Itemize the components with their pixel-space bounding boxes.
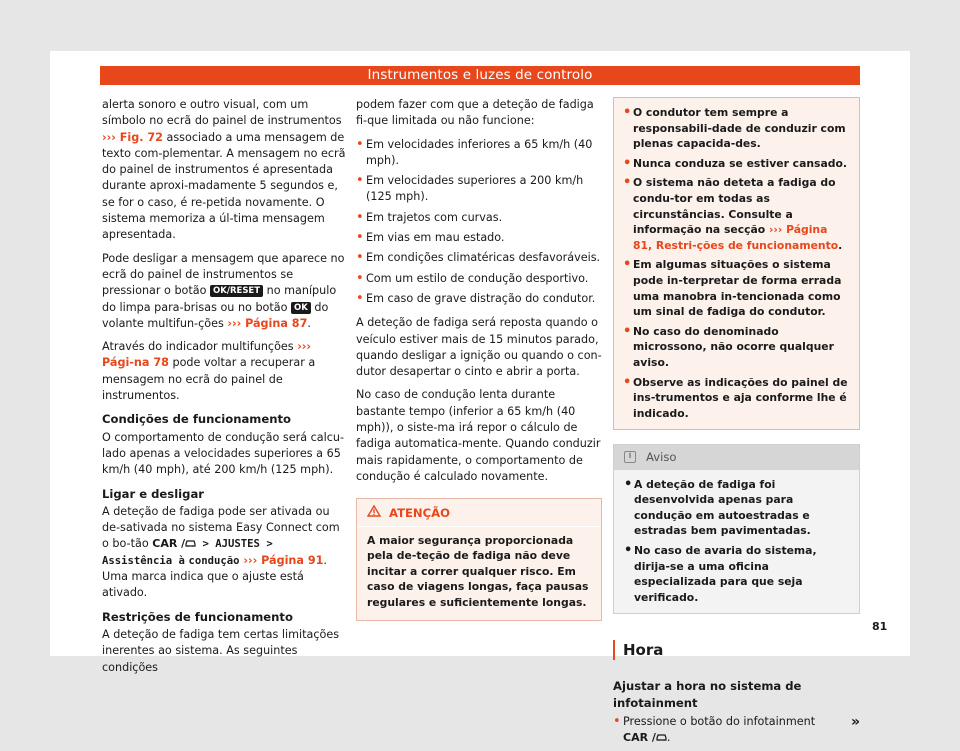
car-outline-icon [656, 731, 667, 744]
list-item: • Em velocidades inferiores a 65 km/h (40 mph). [356, 137, 602, 170]
aviso-header [614, 445, 859, 469]
list-item: • O sistema não deteta a fadiga do condu-tor em todas as circunstâncias. Consulte a informação na secção ››› Página 81, Restri-ções de funcionamento. [623, 175, 850, 253]
car-icon: CAR / [152, 537, 186, 551]
warning-box [356, 498, 602, 620]
figure-link[interactable]: ››› Fig. 72 [102, 130, 163, 144]
aviso-box [613, 444, 860, 614]
warning-header [357, 499, 601, 526]
column-right [613, 97, 860, 751]
page-link[interactable]: ››› Página 87 [227, 316, 308, 330]
list-item: • Em velocidades superiores a 200 km/h (125 mph). [356, 173, 602, 206]
step-item: • Pressione o botão do infotainment CAR / . » [613, 714, 860, 747]
continue-chevron-icon: » [850, 713, 860, 730]
page-number: 81 [872, 620, 888, 633]
paragraph-recover: Através do indicador multifunções ››› Pági-na 78 pode voltar a recuperar a mensagem no ecrã do painel de instrumentos. [102, 340, 316, 403]
warning-text: A maior segurança proporcionada pela de-teção de fadiga não deve incitar a correr qualquer risco. Em caso de viagens longas, faça pausas regulares e suficientemente longas. [367, 533, 589, 609]
menu-path: > AJUSTES > Assistência à [102, 538, 273, 567]
list-item: • O condutor tem sempre a responsabili-dade de conduzir com plenas capacida-des. [623, 105, 850, 152]
warning-box-continued [613, 97, 860, 430]
paragraph-dismiss: Pode desligar a mensagem que aparece no ecrã do painel de instrumentos se pressionar o botão OK/RESET no manípulo do limpa para-brisas ou no botão OK do volante multifun-ções ››› Página 87. [102, 251, 345, 330]
page-link[interactable]: ››› Página 81, Restri-ções de funcionamento [633, 223, 839, 252]
paragraph-reset: A deteção de fadiga será reposta quando o veículo estiver mais de 15 minutos parado, quando desligar a ignição ou quando o con-dutor desapertar o cinto e abrir a porta. [356, 316, 602, 379]
list-item: • No caso de avaria do sistema, dirija-se a uma oficina especializada para que seja verificado. [624, 543, 849, 605]
paragraph-limits-intro: podem fazer com que a deteção de fadiga fi-que limitada ou não funcione: [356, 98, 594, 128]
aviso-title: Aviso [646, 450, 677, 465]
heading-toggle: Ligar e desligar [102, 486, 204, 501]
list-item: • Em condições climatéricas desfavoráveis. [356, 250, 602, 266]
paragraph-conditions: O comportamento de condução será calcu-lado apenas a velocidades superiores a 65 km/h (40 mph), até 200 km/h (125 mph). [102, 430, 345, 477]
list-item: • Em vias em mau estado. [356, 230, 602, 246]
paragraph-alert: alerta sonoro e outro visual, com um símbolo no ecrã do painel de instrumentos ››› Fig. 72 associado a uma mensagem de texto com-plementar. A mensagem no ecrã do painel de instrumentos é apresentada durante aproxi-madamente 5 segundos e, se for o caso, é re-petida novamente. O sistema memoriza a úl-tima mensagem apresentada. [102, 98, 346, 242]
warning-triangle-icon [367, 505, 381, 521]
paragraph-slow-driving: No caso de condução lenta durante bastante tempo (inferior a 65 km/h (40 mph)), o siste-ma irá repor o cálculo de fadiga automatica-mente. Quando conduzir mais rapidamente, o comportamento de condução é calculado novamente. [356, 388, 601, 483]
heading-conditions: Condições de funcionamento [102, 412, 291, 427]
heading-restrictions: Restrições de funcionamento [102, 609, 293, 624]
paragraph-restrictions: A deteção de fadiga tem certas limitações inerentes ao sistema. As seguintes condições [102, 627, 340, 674]
list-item: • A deteção de fadiga foi desenvolvida apenas para condução em autoestradas e estradas bem pavimentadas. [624, 477, 849, 539]
column-left [102, 97, 346, 683]
column-middle [356, 97, 602, 621]
okreset-key-icon: OK/RESET [210, 285, 263, 297]
warning-title: ATENÇÃO [389, 506, 450, 521]
list-item: • Em trajetos com curvas. [356, 210, 602, 226]
aviso-body [614, 470, 859, 614]
page-header: Instrumentos e luzes de controlo [100, 66, 860, 85]
list-item: • Observe as indicações do painel de ins-trumentos e aja conforme lhe é indicado. [623, 375, 850, 422]
page-link[interactable]: ››› Página 91 [239, 553, 324, 567]
car-outline-icon [185, 537, 196, 550]
info-icon: i [624, 451, 636, 463]
list-item: • No caso do denominado microssono, não ocorre qualquer aviso. [623, 324, 850, 371]
ok-key-icon: OK [291, 302, 311, 314]
list-item: • Em algumas situações o sistema pode in-terpretar de forma errada uma manobra in-tencionada como um sinal de fadiga do condutor. [623, 257, 850, 319]
subheading: Ajustar a hora no sistema de infotainment [613, 679, 802, 710]
list-item: • Nunca conduza se estiver cansado. [623, 156, 850, 172]
paragraph-toggle: A deteção de fadiga pode ser ativada ou de-sativada no sistema Easy Connect com o bo-tão CAR / > AJUSTES > Assistência à condução ››› Página 91. Uma marca indica que o ajuste está ativado. [102, 504, 340, 600]
page-link[interactable]: ››› Pági-na 78 [102, 340, 312, 370]
section-title: Hora [613, 640, 860, 660]
car-icon: CAR / [623, 731, 656, 745]
list-item: • Com um estilo de condução desportivo. [356, 271, 602, 287]
list-item: • Em caso de grave distração do condutor. [356, 291, 602, 307]
